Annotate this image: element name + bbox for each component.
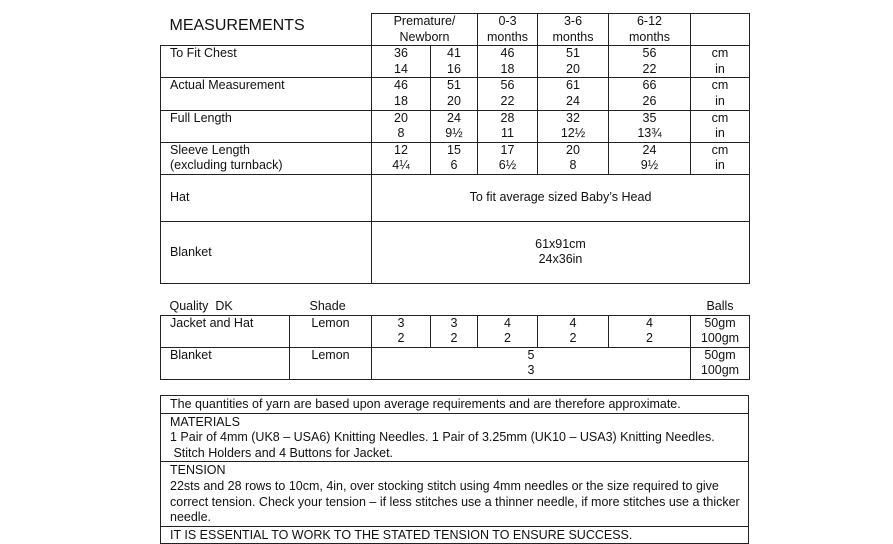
value-cm: 51 — [566, 46, 580, 61]
row-label — [161, 174, 372, 221]
row-label-text: Hat — [170, 190, 190, 205]
yarn-qty-cell — [372, 347, 691, 379]
row-label-text: Blanket — [170, 244, 212, 259]
qty-100gm: 2 — [450, 331, 458, 346]
unit-cm: cm — [711, 142, 729, 157]
value-cm: 46 — [394, 78, 408, 93]
yarn-shade-text: Lemon — [311, 315, 350, 330]
unit-50gm: 50gm — [704, 315, 736, 330]
size-header-line: months — [552, 29, 594, 44]
measurements-title-cell — [161, 14, 372, 46]
unit-cell — [691, 46, 750, 78]
yarn-item — [161, 347, 290, 379]
row-label — [161, 46, 372, 78]
hat-size-text: To fit average sized Baby’s Head — [469, 190, 652, 205]
value-cm: 20 — [566, 142, 580, 157]
blanket-size-in: 24x36in — [538, 252, 583, 267]
balls-label — [691, 299, 750, 315]
value-cm: 36 — [394, 46, 408, 61]
yarn-header-spacer — [372, 299, 691, 315]
tension-text: 22sts and 28 rows to 10cm, 4in, over stocking stitch using 4mm needles or the size required to give correct tension. Check your tension – if less stitches use a thinner needle, if more stitches use a thicker needle. — [170, 478, 740, 525]
unit-in: in — [715, 158, 725, 173]
size-header-line: months — [487, 29, 528, 44]
value-cell — [431, 78, 478, 110]
materials-line: Stitch Holders and 4 Buttons for Jacket. — [170, 445, 394, 460]
yarn-item — [161, 315, 290, 347]
yarn-qty-cell — [372, 315, 431, 347]
value-cm: 17 — [500, 142, 515, 157]
value-in: 18 — [394, 93, 408, 108]
value-in: 4¼ — [392, 158, 410, 173]
value-in: 20 — [447, 93, 461, 108]
value-cm: 56 — [642, 46, 657, 61]
value-cm: 41 — [447, 46, 461, 61]
hat-size-cell — [372, 174, 750, 221]
qty-100gm: 2 — [646, 331, 653, 346]
value-cm: 35 — [642, 110, 657, 125]
qty-50gm: 3 — [450, 315, 458, 330]
value-cell — [372, 110, 431, 142]
value-cm: 24 — [642, 142, 657, 157]
qty-100gm: 2 — [397, 331, 405, 346]
pattern-notes-box — [160, 395, 749, 544]
value-cm: 24 — [447, 110, 461, 125]
row-label-text: Full Length — [170, 110, 232, 125]
value-in: 24 — [566, 93, 580, 108]
row-label — [161, 78, 372, 110]
row-label-note: (excluding turnback) — [170, 158, 283, 173]
size-header-line: Newborn — [399, 29, 450, 44]
size-header-line: 3-6 — [563, 14, 583, 28]
size-header-6-12 — [609, 14, 691, 46]
yarn-qty-cell — [478, 315, 538, 347]
measurements-header-row — [161, 14, 750, 46]
value-cell — [372, 46, 431, 78]
value-in: 8 — [569, 158, 577, 173]
unit-cm: cm — [711, 46, 729, 61]
yarn-item-text: Jacket and Hat — [170, 315, 254, 330]
unit-header-cell — [691, 14, 750, 46]
yarn-row-jacket-hat — [161, 315, 750, 347]
essential-note — [161, 527, 748, 544]
unit-in: in — [715, 61, 725, 76]
ball-unit-cell — [691, 315, 750, 347]
tension-section — [161, 462, 748, 526]
value-cm: 56 — [500, 78, 515, 93]
qty-100gm: 2 — [569, 331, 577, 346]
measurements-table — [160, 13, 750, 284]
value-in: 14 — [394, 61, 408, 76]
value-cm: 61 — [566, 78, 580, 93]
unit-100gm: 100gm — [700, 363, 740, 378]
measurement-row-blanket — [161, 221, 750, 283]
shade-label-text: Shade — [309, 299, 346, 313]
value-cm: 46 — [500, 46, 515, 61]
yarn-table — [160, 299, 750, 380]
quality-label-text: Quality DK — [169, 299, 233, 313]
measurement-row-actual — [161, 78, 750, 110]
value-cell — [538, 142, 609, 174]
qty-100gm: 3 — [527, 363, 535, 378]
value-in: 12½ — [560, 126, 586, 141]
unit-cm: cm — [711, 78, 729, 93]
yarn-qty-cell — [609, 315, 691, 347]
value-cm: 15 — [447, 142, 461, 157]
value-in: 9½ — [640, 158, 659, 173]
value-cell — [538, 110, 609, 142]
value-cell — [478, 142, 538, 174]
qty-50gm: 4 — [504, 315, 511, 330]
value-in: 22 — [500, 93, 515, 108]
value-cm: 28 — [500, 110, 515, 125]
value-cell — [609, 110, 691, 142]
value-in: 13¾ — [637, 126, 662, 141]
qty-50gm: 4 — [569, 315, 577, 330]
qty-100gm: 2 — [504, 331, 511, 346]
materials-heading: MATERIALS — [170, 414, 240, 429]
qty-50gm: 3 — [397, 315, 405, 330]
row-label-text: To Fit Chest — [170, 46, 237, 61]
value-in: 6 — [450, 158, 458, 173]
essential-note-text: IT IS ESSENTIAL TO WORK TO THE STATED TENSION TO ENSURE SUCCESS. — [170, 527, 633, 542]
value-in: 20 — [566, 61, 580, 76]
value-cell — [478, 110, 538, 142]
size-header-line: 6-12 — [636, 14, 663, 28]
value-cm: 12 — [394, 142, 408, 157]
value-cell — [431, 46, 478, 78]
quantities-note — [161, 396, 748, 414]
qty-50gm: 5 — [527, 347, 535, 362]
unit-100gm: 100gm — [700, 331, 740, 346]
value-cm: 66 — [642, 78, 657, 93]
measurement-row-length — [161, 110, 750, 142]
value-cell — [538, 46, 609, 78]
size-header-premature — [372, 14, 478, 46]
value-in: 18 — [500, 61, 515, 76]
unit-in: in — [715, 126, 725, 141]
value-cell — [609, 142, 691, 174]
value-in: 22 — [642, 61, 657, 76]
size-header-0-3 — [478, 14, 538, 46]
value-cell — [431, 142, 478, 174]
value-in: 16 — [447, 61, 461, 76]
materials-line: 1 Pair of 4mm (UK8 – USA6) Knitting Needles. 1 Pair of 3.25mm (UK10 – USA3) Knitting Needles. — [170, 430, 715, 445]
value-cell — [609, 46, 691, 78]
yarn-qty-cell — [431, 315, 478, 347]
value-cell — [431, 110, 478, 142]
value-cell — [538, 78, 609, 110]
yarn-item-text: Blanket — [170, 347, 212, 362]
unit-cell — [691, 142, 750, 174]
row-label — [161, 221, 372, 283]
value-in: 11 — [501, 126, 514, 141]
value-cell — [372, 78, 431, 110]
measurement-row-sleeve — [161, 142, 750, 174]
ball-unit-cell — [691, 347, 750, 379]
value-cell — [372, 142, 431, 174]
yarn-header-row — [161, 299, 750, 315]
size-header-line: 0-3 — [498, 14, 517, 28]
materials-section — [161, 414, 748, 463]
size-header-3-6 — [538, 14, 609, 46]
yarn-shade-text: Lemon — [311, 347, 350, 362]
measurements-title: MEASUREMENTS — [169, 16, 305, 34]
yarn-shade — [290, 347, 372, 379]
unit-50gm: 50gm — [704, 347, 736, 362]
quality-label — [161, 299, 290, 315]
unit-cm: cm — [711, 110, 729, 125]
row-label-text: Actual Measurement — [170, 78, 285, 93]
row-label — [161, 142, 372, 174]
measurement-row-hat — [161, 174, 750, 221]
value-cm: 32 — [566, 110, 580, 125]
yarn-row-blanket — [161, 347, 750, 379]
quantities-note-text: The quantities of yarn are based upon average requirements and are therefore approximate. — [170, 397, 681, 411]
unit-in: in — [715, 93, 725, 108]
value-cm: 51 — [447, 78, 461, 93]
measurement-row-chest — [161, 46, 750, 78]
size-header-line: Premature/ — [393, 14, 456, 28]
yarn-qty-cell — [538, 315, 609, 347]
value-cell — [478, 78, 538, 110]
row-label-text: Sleeve Length — [170, 142, 250, 157]
value-cell — [478, 46, 538, 78]
value-in: 9½ — [445, 126, 463, 141]
value-in: 26 — [642, 93, 657, 108]
shade-label — [290, 299, 372, 315]
blanket-size-cm: 61x91cm — [535, 236, 586, 251]
row-label — [161, 110, 372, 142]
yarn-shade — [290, 315, 372, 347]
qty-50gm: 4 — [646, 315, 653, 330]
size-header-line: months — [629, 29, 670, 44]
balls-label-text: Balls — [706, 299, 734, 313]
unit-cell — [691, 110, 750, 142]
value-cm: 20 — [394, 110, 408, 125]
value-cell — [609, 78, 691, 110]
unit-cell — [691, 78, 750, 110]
value-in: 8 — [397, 126, 405, 141]
value-in: 6½ — [498, 158, 517, 173]
tension-heading: TENSION — [170, 463, 226, 478]
blanket-size-cell — [372, 221, 750, 283]
